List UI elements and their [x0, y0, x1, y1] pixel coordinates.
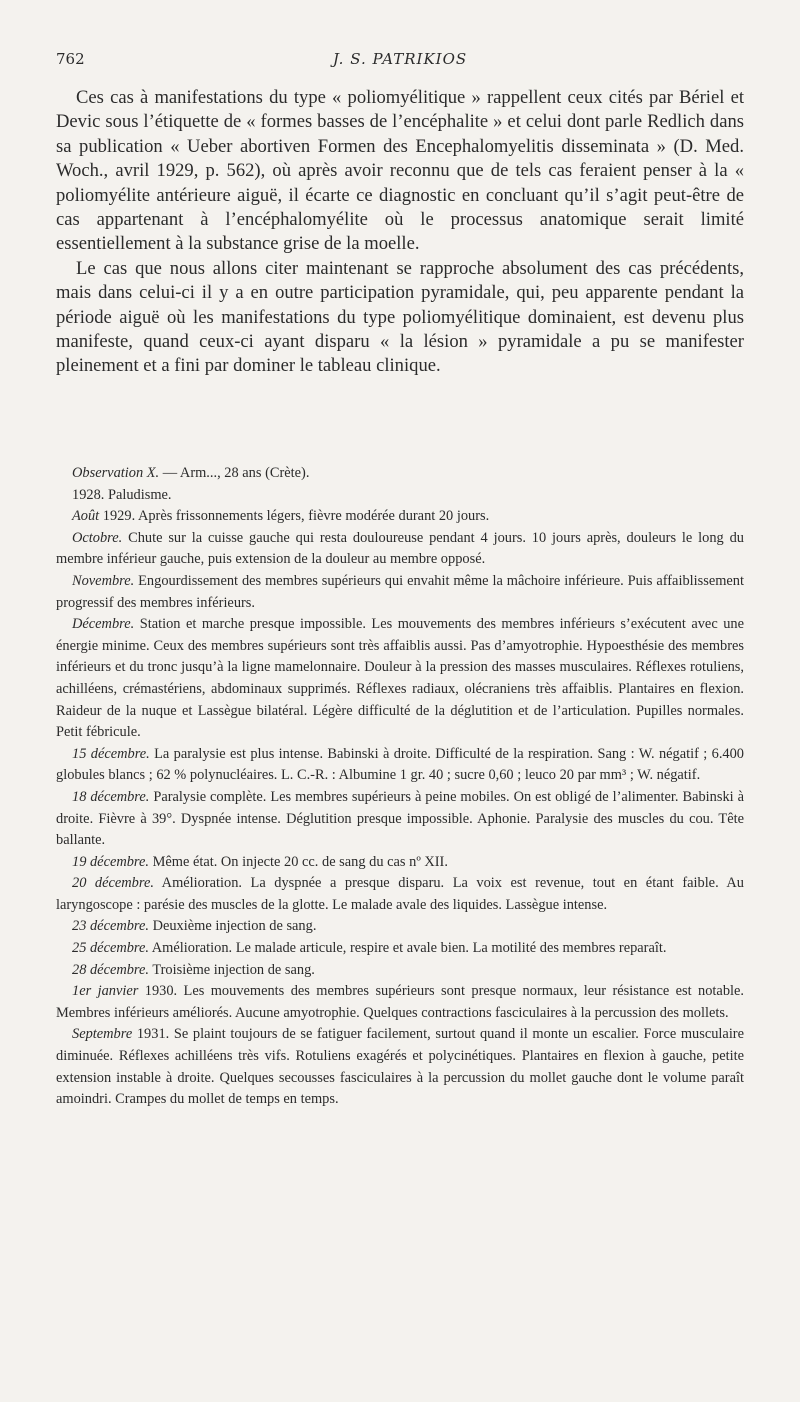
observation-entry [56, 463, 744, 485]
observation-entry [56, 960, 744, 982]
entry-text: — Arm..., 28 ans (Crète). [159, 465, 310, 481]
observation-entry [56, 981, 744, 1024]
entry-date: Novembre. [72, 572, 135, 589]
entry-text: Même état. On injecte 20 cc. de sang du cas nº XII. [148, 853, 448, 870]
entry-text: 1931. Se plaint toujours de se fatiguer facilement, surtout quand il monte un escalier. Force musculaire diminuée. Réflexes achilléens très vifs. Rotuliens exagérés et polycinétiques. Plantaires en flexion à gauche, petite extension instable à droite. Quelques secousses fasciculaires à la percussion du mollet gauche dont le volume paraît amoindri. Crampes du mollet de temps en temps. [56, 1026, 744, 1108]
entry-date: Août [72, 508, 100, 525]
entry-date: Décembre. [72, 616, 135, 633]
entry-text: Paralysie complète. Les membres supérieurs à peine mobiles. On est obligé de l’alimenter. Babinski à droite. Fièvre à 39°. Dyspnée intense. Déglutition presque impossible. Aphonie. Paralysie des muscles du cou. Tête ballante. [56, 788, 744, 849]
observation-entry [56, 571, 744, 614]
entry-date: 20 décembre. [72, 875, 154, 892]
entry-date: Octobre. [72, 529, 123, 546]
observation-entry [56, 485, 744, 507]
observation-entry [56, 938, 744, 960]
page-number: 762 [56, 50, 85, 68]
observation-entry [56, 873, 744, 916]
observation-entry [56, 528, 744, 571]
entry-date: 18 décembre. [72, 788, 150, 805]
entry-text: Station et marche presque impossible. Les mouvements des membres inférieurs s’exécutent avec une énergie minime. Ceux des membres supérieurs sont très affaiblis aussi. Pas d’amyotrophie. Hypoesthésie des membres inférieurs et du tronc jusqu’à la ligne mamelonnaire. Douleur à la pression des masses musculaires. Réflexes rotuliens, achilléens, crémastériens, abdominaux supprimés. Réflexes radiaux, olécraniens très affaiblis. Plantaires en flexion. Raideur de la nuque et Lassègue bilatéral. Légère difficulté de la déglutition et de l’articulation. Pupilles normales. Petit fébricule. [56, 616, 744, 741]
observation-entry [56, 852, 744, 874]
entry-date: 25 décembre. [72, 940, 149, 957]
observation-entry [56, 744, 744, 787]
main-text [56, 86, 744, 379]
entry-date: 19 décembre. [72, 853, 149, 870]
observation-block [56, 463, 744, 1111]
entry-text: 1928. Paludisme. [72, 486, 172, 503]
entry-text: Amélioration. La dyspnée a presque disparu. La voix est revenue, tout en étant faible. Au laryngoscope : parésie des muscles de la glotte. Le malade avale des liquides. Lassègue intense. [56, 875, 745, 913]
running-title: J. S. PATRIKIOS [332, 50, 468, 68]
entry-text: Deuxième injection de sang. [148, 918, 317, 935]
entry-text: Amélioration. Le malade articule, respire et avale bien. La motilité des membres reparaît. [148, 940, 667, 957]
entry-text: Troisième injection de sang. [148, 961, 315, 978]
entry-text: 1929. Après frissonnements légers, fièvre modérée durant 20 jours. [99, 508, 490, 525]
observation-entry [56, 916, 744, 938]
entry-text: La paralysie est plus intense. Babinski à droite. Difficulté de la respiration. Sang : W. négatif ; 6.400 globules blancs ; 62 % polynucléaires. L. C.-R. : Albumine 1 gr. 40 ; sucre 0,60 ; leuco 20 par mm³ ; W. négatif. [56, 745, 744, 784]
entry-text: Chute sur la cuisse gauche qui resta douloureuse pendant 4 jours. 10 jours après, douleurs le long du membre inférieur gauche, puis extension de la douleur au membre opposé. [56, 529, 744, 568]
observation-entry [56, 614, 744, 744]
entry-date: 23 décembre. [72, 918, 149, 935]
entry-date: Septembre [72, 1026, 133, 1043]
entry-date: 1er janvier [72, 983, 139, 1000]
entry-text: Engourdissement des membres supérieurs qui envahit même la mâchoire inférieure. Puis affaiblissement progressif des membres inférieurs. [56, 572, 744, 611]
entry-date: Observation X. [72, 465, 160, 481]
entry-date: 15 décembre. [72, 745, 150, 762]
observation-entry [56, 787, 744, 852]
paragraph: Ces cas à manifestations du type « poliomyélitique » rappellent ceux cités par Bériel et Devic sous l’étiquette de « formes basses de l’encéphalite » et celui dont parle Redlich dans sa publication « Ueber abortiven Formen des Encephalomyelitis disseminata » (D. Med. Woch., avril 1929, p. 562), où après avoir reconnu que de tels cas feraient penser à la « poliomyélite antérieure aiguë, il écarte ce diagnostic en concluant qu’il s’agit peut-être de cas appartenant à l’encéphalomyélite où le processus anatomique serait limité essentiellement à la substance grise de la moelle. [56, 87, 744, 255]
observation-entry [56, 506, 744, 528]
running-header [56, 50, 744, 70]
observation-entry [56, 1024, 744, 1110]
entry-date: 28 décembre. [72, 961, 149, 978]
entry-text: 1930. Les mouvements des membres supérieurs sont presque normaux, leur résistance est notable. Membres inférieurs améliorés. Aucune amyotrophie. Quelques contractions fasciculaires à la percussion des mollets. [56, 983, 744, 1021]
paragraph: Le cas que nous allons citer maintenant se rapproche absolument des cas précédents, mais dans celui-ci il y a en outre participation pyramidale, qui, peu apparente pendant la période aiguë où les manifestations du type poliomyélitique dominaient, est devenu plus manifeste, quand ceux-ci ayant disparu « la lésion » pyramidale a pu se manifester pleinement et a fini par dominer le tableau clinique. [56, 257, 744, 377]
